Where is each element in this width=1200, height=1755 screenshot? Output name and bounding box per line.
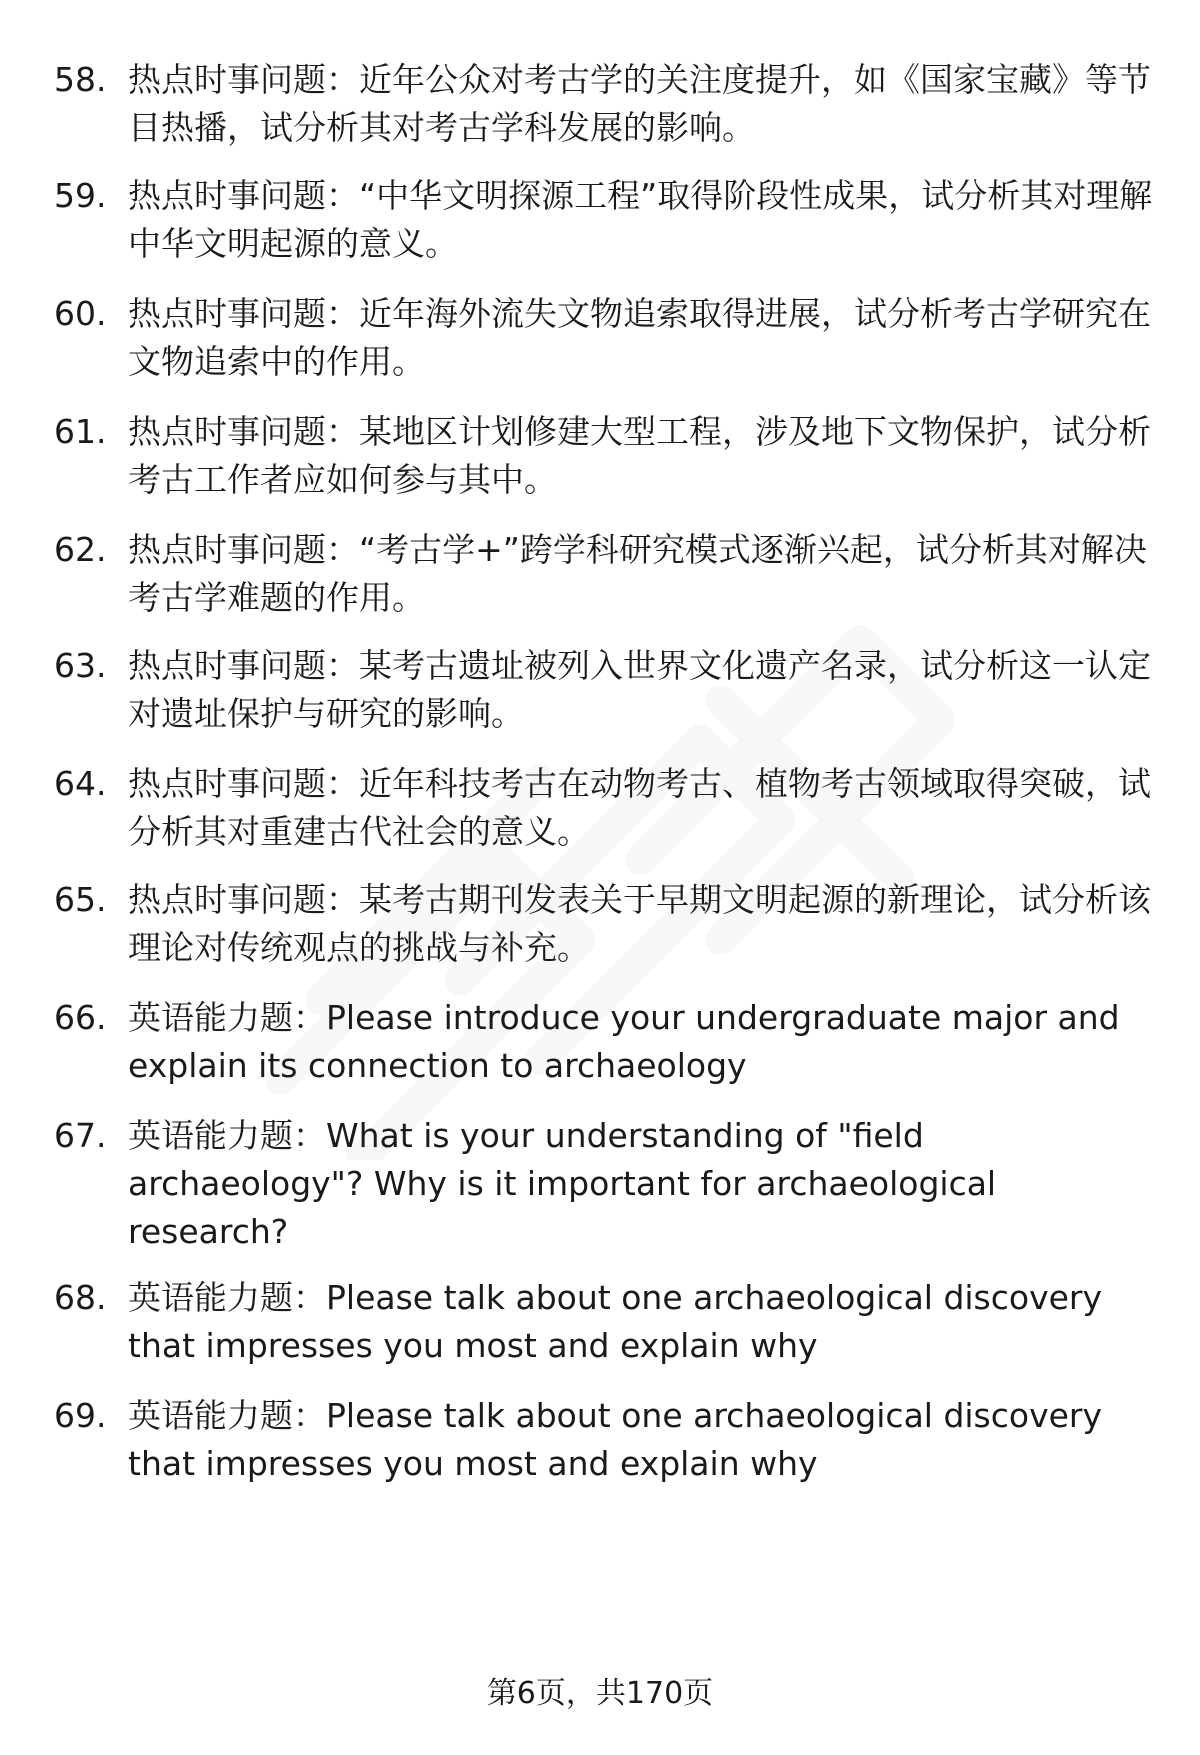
question-item bbox=[0, 290, 1200, 386]
question-number: 69. bbox=[54, 1396, 107, 1435]
question-text: 热点时事问题：“考古学+”跨学科研究模式逐渐兴起，试分析其对解决考古学难题的作用。 bbox=[128, 530, 1147, 617]
question-item bbox=[0, 408, 1200, 504]
question-number: 60. bbox=[54, 294, 107, 333]
question-text: 热点时事问题：“中华文明探源工程”取得阶段性成果，试分析其对理解中华文明起源的意义。 bbox=[128, 176, 1153, 263]
question-text: 英语能力题：Please introduce your undergraduate major and explain its connection to archaeology bbox=[128, 998, 1120, 1085]
question-number: 63. bbox=[54, 646, 107, 685]
question-text: 热点时事问题：某考古期刊发表关于早期文明起源的新理论，试分析该理论对传统观点的挑战与补充。 bbox=[128, 880, 1151, 967]
question-item bbox=[0, 1274, 1200, 1370]
question-item bbox=[0, 1392, 1200, 1488]
question-text: 热点时事问题：某考古遗址被列入世界文化遗产名录，试分析这一认定对遗址保护与研究的影响。 bbox=[128, 646, 1151, 733]
page-number-footer: 第6页，共170页 bbox=[486, 1676, 714, 1711]
question-text: 热点时事问题：某地区计划修建大型工程，涉及地下文物保护，试分析考古工作者应如何参与其中。 bbox=[128, 412, 1151, 499]
question-number: 59. bbox=[54, 176, 107, 215]
question-text: 英语能力题：Please talk about one archaeological discovery that impresses you most and explain why bbox=[128, 1396, 1103, 1483]
question-item bbox=[0, 526, 1200, 622]
question-text: 英语能力题：What is your understanding of "field archaeology"? Why is it important for archaeological research? bbox=[128, 1116, 997, 1251]
question-number: 62. bbox=[54, 530, 107, 569]
question-number: 68. bbox=[54, 1278, 107, 1317]
question-item bbox=[0, 56, 1200, 152]
question-text: 英语能力题：Please talk about one archaeological discovery that impresses you most and explain why bbox=[128, 1278, 1103, 1365]
question-number: 58. bbox=[54, 60, 107, 99]
question-item bbox=[0, 760, 1200, 856]
question-number: 65. bbox=[54, 880, 107, 919]
question-item bbox=[0, 172, 1200, 268]
question-text: 热点时事问题：近年科技考古在动物考古、植物考古领域取得突破，试分析其对重建古代社会的意义。 bbox=[128, 764, 1151, 851]
question-item bbox=[0, 642, 1200, 738]
question-number: 61. bbox=[54, 412, 107, 451]
question-number: 66. bbox=[54, 998, 107, 1037]
question-number: 64. bbox=[54, 764, 107, 803]
question-item bbox=[0, 994, 1200, 1090]
question-number: 67. bbox=[54, 1116, 107, 1155]
question-text: 热点时事问题：近年海外流失文物追索取得进展，试分析考古学研究在文物追索中的作用。 bbox=[128, 294, 1151, 381]
question-text: 热点时事问题：近年公众对考古学的关注度提升，如《国家宝藏》等节目热播，试分析其对考古学科发展的影响。 bbox=[128, 60, 1151, 147]
question-item bbox=[0, 1112, 1200, 1256]
question-item bbox=[0, 876, 1200, 972]
